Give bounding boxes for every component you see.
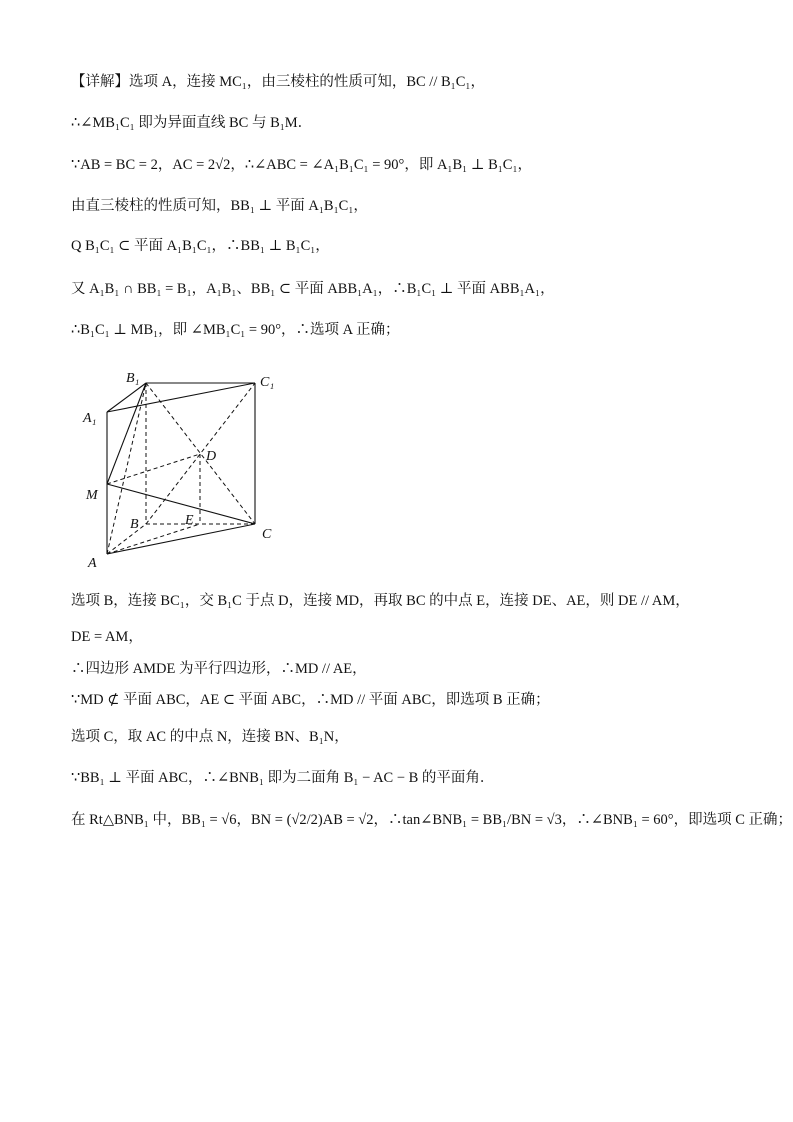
segment-M-D xyxy=(107,454,200,484)
line-8: 选项 B，连接 BC₁，交 B₁C 于点 D，连接 MD，再取 BC 的中点 E，连接 DE、AE，则 DE // AM， xyxy=(71,593,690,609)
line-12: 选项 C，取 AC 的中点 N，连接 BN、B₁N， xyxy=(71,729,349,745)
label-B1: B₁ xyxy=(126,371,140,386)
line-4: 由直三棱柱的性质可知，BB₁ ⊥ 平面 A₁B₁C₁， xyxy=(71,198,368,214)
line-14: 在 Rt△BNB₁ 中，BB₁ = √6，BN = (√2/2)AB = √2，∴tan∠BNB₁ = BB₁/BN = √3，∴∠BNB₁ = 60°，即选项 C 正确； xyxy=(71,812,793,828)
diag-B-C1 xyxy=(146,383,255,524)
label-A: A xyxy=(88,556,97,571)
line-6: 又 A₁B₁ ∩ BB₁ = B₁，A₁B₁、BB₁ ⊂ 平面 ABB₁A₁，∴B₁C₁ ⊥ 平面 ABB₁A₁， xyxy=(71,281,555,297)
line-1: 【详解】选项 A，连接 MC₁，由三棱柱的性质可知，BC // B₁C₁， xyxy=(71,74,485,90)
label-C1: C₁ xyxy=(260,375,275,390)
label-D: D xyxy=(206,449,217,464)
line-2: ∴∠MB₁C₁ 即为异面直线 BC 与 B₁M． xyxy=(71,115,313,131)
line-7: ∴B₁C₁ ⊥ MB₁，即 ∠MB₁C₁ = 90°，∴选项 A 正确； xyxy=(71,322,400,338)
label-C: C xyxy=(262,527,272,542)
label-B: B xyxy=(130,517,139,532)
diag-B1-C xyxy=(146,383,255,524)
edge-A1-C1 xyxy=(107,383,255,412)
prism-figure xyxy=(78,362,288,577)
line-13: ∵BB₁ ⊥ 平面 ABC，∴∠BNB₁ 即为二面角 B₁ − AC − B 的平面角． xyxy=(71,770,495,786)
label-M: M xyxy=(86,488,98,503)
segment-A-E xyxy=(107,524,200,554)
label-A1: A₁ xyxy=(83,411,97,426)
line-11: ∵MD ⊄ 平面 ABC，AE ⊂ 平面 ABC，∴MD // 平面 ABC，即选项 B 正确； xyxy=(71,692,550,708)
line-9: DE = AM， xyxy=(71,629,143,645)
line-10: ∴四边形 AMDE 为平行四边形，∴MD // AE， xyxy=(71,661,367,677)
line-5: Q B₁C₁ ⊂ 平面 A₁B₁C₁，∴BB₁ ⊥ B₁C₁， xyxy=(71,238,330,254)
line-3: ∵AB = BC = 2，AC = 2√2，∴∠ABC = ∠A₁B₁C₁ = 90°，即 A₁B₁ ⊥ B₁C₁， xyxy=(71,157,533,173)
label-E: E xyxy=(185,513,194,528)
